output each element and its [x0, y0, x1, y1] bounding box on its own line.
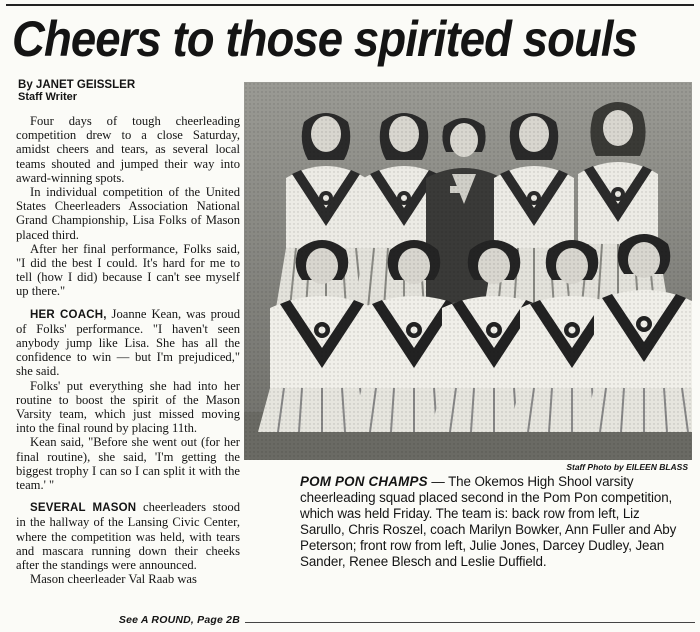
photo-halftone: [244, 82, 692, 460]
byline-author: By JANET GEISSLER: [18, 77, 136, 91]
paragraph-lead: SEVERAL MASON: [30, 502, 137, 515]
photo-caption: [300, 474, 682, 570]
team-photo: [244, 82, 692, 460]
article-paragraph: In individual competition of the United States Cheerleaders Association National Grand Championship, Lisa Folks of Mason placed third.: [16, 185, 240, 242]
article-paragraph: SEVERAL MASON cheerleaders stood in the hallway of the Lansing Civic Center, where the competition was held, with tears and mascara running down their cheeks after the standings were announced.: [16, 500, 240, 573]
article-paragraph: Folks' put everything she had into her routine to boost the spirit of the Mason Varsity team, which just missed moving into the final round by placing 11th.: [16, 378, 240, 436]
article-paragraph: HER COACH, Joanne Kean, was proud of Folks' performance. "I haven't seen anybody jump like Lisa. She has all the confidence to win — but I'm prejudiced," she said.: [16, 306, 240, 379]
team-photo-illustration: [244, 82, 692, 460]
bottom-rule: [245, 622, 695, 623]
caption-kicker: POM PON CHAMPS: [300, 474, 428, 489]
photo-credit: Staff Photo by EILEEN BLASS: [566, 462, 688, 472]
byline-role: Staff Writer: [18, 91, 78, 103]
caption-text: — The Okemos High Shool varsity cheerleading squad placed second in the Pom Pon competition, which was held Friday. The team is: back row from left, Liz Sarullo, Chris Roszel, coach Marilyn Bowker, Ann Fuller and Aby Peterson; front row from left, Julie Jones, Darcey Dudley, Jean Sander, Renee Blesch and Leslie Duffield.: [300, 474, 677, 569]
article-headline: Cheers to those spirited souls: [12, 11, 638, 67]
article-paragraph: After her final performance, Folks said, "I did the best I could. It's hard for me to tell (how I did) because I can't see myself up there.": [16, 241, 240, 299]
byline: [18, 78, 238, 103]
paragraph-lead: HER COACH,: [30, 308, 107, 321]
article-paragraph: Four days of tough cheerleading competition drew to a close Saturday, amidst cheers and tears, as several local teams shouted and jumped their way into award-winning spots.: [16, 114, 240, 185]
article-paragraph: Mason cheerleader Val Raab was: [30, 572, 197, 587]
article-paragraph: Kean said, "Before she went out (for her final routine), she said, 'I'm getting the biggest trophy I can so I can split it with the team.' ": [16, 435, 240, 493]
continued-jump-line: See A ROUND, Page 2B: [118, 614, 240, 626]
article-body: [16, 114, 240, 587]
top-rule: [6, 4, 694, 6]
